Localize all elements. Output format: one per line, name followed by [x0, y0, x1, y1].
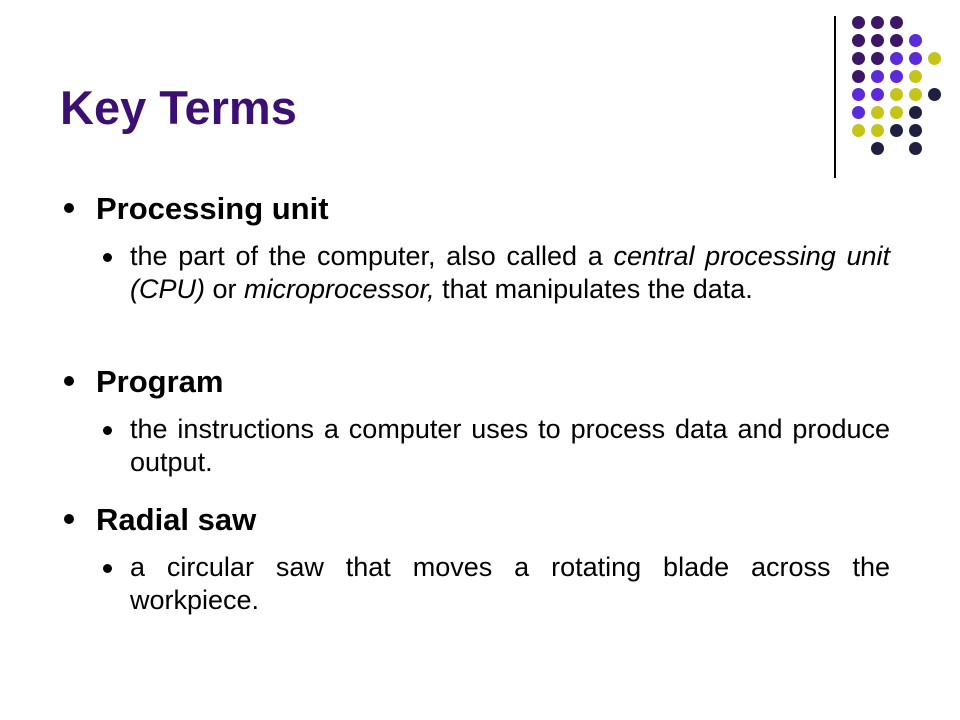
- decorative-dot: [909, 106, 922, 119]
- decorative-dot: [852, 16, 865, 29]
- definition-text: or: [205, 274, 245, 304]
- decorative-dot: [871, 142, 884, 155]
- decorative-dot: [909, 52, 922, 65]
- term-definition: [130, 240, 890, 306]
- decorative-dot: [852, 124, 865, 137]
- decorative-dot: [890, 16, 903, 29]
- term-heading: Processing unit: [96, 191, 329, 226]
- bullet-icon: [103, 564, 112, 573]
- decorative-dot: [871, 124, 884, 137]
- decorative-dot: [852, 52, 865, 65]
- term-definition: a circular saw that moves a rotating blade across the workpiece.: [130, 552, 890, 615]
- decorative-dot: [852, 34, 865, 47]
- bullet-icon: [103, 426, 112, 435]
- bullet-icon: [103, 253, 112, 262]
- decorative-dot: [890, 88, 903, 101]
- decorative-dot: [928, 52, 941, 65]
- decorative-dot: [871, 34, 884, 47]
- decorative-dot: [890, 70, 903, 83]
- slide-title: Key Terms: [60, 81, 297, 134]
- decorative-dot: [890, 106, 903, 119]
- bullet-icon: [64, 514, 74, 524]
- term-heading: Program: [96, 364, 224, 399]
- decorative-dot: [852, 88, 865, 101]
- decorative-dot: [909, 34, 922, 47]
- decorative-dot: [909, 70, 922, 83]
- decorative-dot: [871, 52, 884, 65]
- decorative-dot: [871, 88, 884, 101]
- definition-text: that manipulates the data.: [434, 274, 753, 304]
- decorative-dot: [871, 106, 884, 119]
- bullet-icon: [64, 203, 74, 213]
- decorative-dot: [852, 70, 865, 83]
- decorative-dot: [909, 142, 922, 155]
- decorative-dot: [871, 70, 884, 83]
- term-heading: Radial saw: [96, 502, 257, 537]
- decorative-dot: [852, 106, 865, 119]
- decorative-dot: [928, 88, 941, 101]
- bullet-icon: [64, 376, 74, 386]
- definition-emphasis: central processing unit (CPU): [130, 241, 890, 304]
- decorative-dot: [890, 34, 903, 47]
- definition-emphasis: microprocessor,: [244, 274, 435, 304]
- decorative-dot: [909, 88, 922, 101]
- decorative-dot: [871, 16, 884, 29]
- term-definition: the instructions a computer uses to process data and produce output.: [130, 414, 890, 477]
- definition-text: the part of the computer, also called a: [130, 241, 614, 271]
- decorative-dot: [890, 124, 903, 137]
- decorative-dot: [890, 52, 903, 65]
- decorative-dot: [909, 124, 922, 137]
